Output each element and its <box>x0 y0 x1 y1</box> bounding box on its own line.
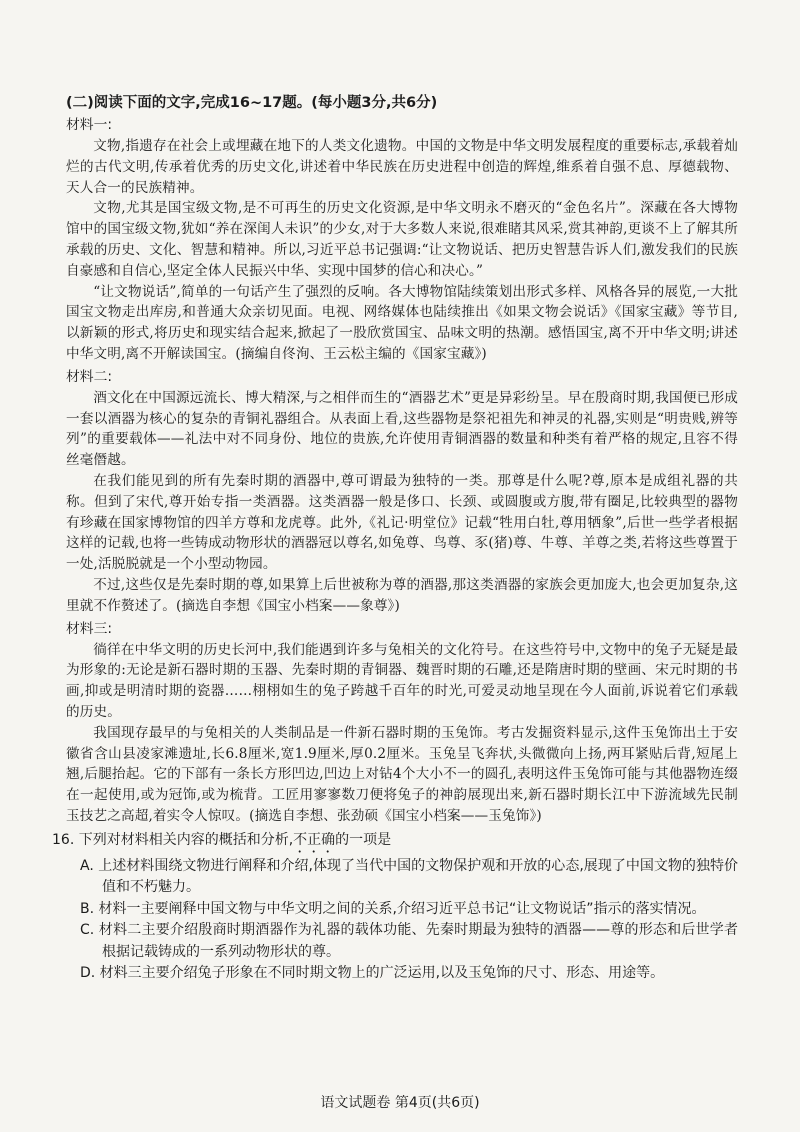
material-label: 材料二: <box>66 368 113 385</box>
material-label: 材料三: <box>66 620 113 637</box>
material-1 <box>66 115 738 365</box>
option-c: C. 材料二主要介绍殷商时期酒器作为礼器的载体功能、先秦时期最为独特的酒器——尊的形态和后世学者根据记载铸成的一系列动物形状的尊。 <box>80 922 738 960</box>
paragraph: 酒文化在中国源远流长、博大精深,与之相伴而生的“酒器艺术”更是异彩纷呈。早在殷商时期,我国便已形成一套以酒器为核心的复杂的青铜礼器组合。从表面上看,这些器物是祭祀祖先和神灵的礼器,实则是“明贵贱,辨等列”的重要载体——礼法中对不同身份、地位的贵族,允许使用青铜酒器的数量和种类有着严格的规定,且容不得丝毫僭越。 <box>66 389 738 469</box>
exam-content <box>52 93 738 985</box>
paragraph: 徜徉在中华文明的历史长河中,我们能遇到许多与兔相关的文化符号。在这些符号中,文物中的兔子无疑是最为形象的:无论是新石器时期的玉器、先秦时期的青铜器、魏晋时期的石雕,还是隋唐时期的壁画、宋元时期的书画,抑或是明清时期的瓷器……栩栩如生的兔子跨越千百年的时光,可爱灵动地呈现在今人面前,诉说着它们承载的历史。 <box>66 641 738 720</box>
paragraph: 文物,指遗存在社会上或埋藏在地下的人类文化遗物。中国的文物是中华文明发展程度的重要标志,承载着灿烂的古代文明,传承着优秀的历史文化,讲述着中华民族在历史进程中创造的辉煌,维系着自强不息、厚德载物、天人合一的民族精神。 <box>66 138 738 196</box>
material-2 <box>66 367 738 617</box>
section-header: (二)阅读下面的文字,完成16~17题。(每小题3分,共6分) <box>66 95 438 111</box>
question-stem-emphasis: 不正确 <box>293 831 336 848</box>
paragraph: 我国现存最早的与兔相关的人类制品是一件新石器时期的玉兔饰。考古发掘资料显示,这件玉兔饰出土于安徽省含山县凌家滩遗址,长6.8厘米,宽1.9厘米,厚0.2厘米。玉兔呈飞奔状,头微微向上扬,两耳紧贴后背,短尾上翘,后腿抬起。它的下部有一条长方形凹边,凹边上对钻4个大小不一的圆孔,表明这件玉兔饰可能与其他器物连缀在一起使用,或为冠饰,或为梳背。工匠用寥寥数刀便将兔子的神韵展现出来,新石器时期长江中下游流域先民制玉技艺之高超,着实令人惊叹。(摘选自李想、张劲硕《国宝小档案——玉兔饰》) <box>66 724 738 824</box>
question-16 <box>52 830 738 985</box>
material-label: 材料一: <box>66 117 113 133</box>
question-stem-post: 的一项是 <box>335 831 392 848</box>
question-stem <box>52 830 738 856</box>
paragraph: 不过,这些仅是先秦时期的尊,如果算上后世被称为尊的酒器,那这类酒器的家族会更加庞大,也会更加复杂,这里就不作赘述了。(摘选自李想《国宝小档案——象尊》) <box>66 576 738 614</box>
paragraph: 文物,尤其是国宝级文物,是不可再生的历史文化资源,是中华文明永不磨灭的“金色名片”。深藏在各大博物馆中的国宝级文物,犹如“养在深闺人未识”的少女,对于大多数人来说,很难睹其风采,赏其神韵,更谈不上了解其所承载的历史、文化、智慧和精神。所以,习近平总书记强调:“让文物说话、把历史智慧告诉人们,激发我们的民族自豪感和自信心,坚定全体人民振兴中华、实现中国梦的信心和决心。” <box>66 200 738 279</box>
option-b: B. 材料一主要阐释中国文物与中华文明之间的关系,介绍习近平总书记“让文物说话”指示的落实情况。 <box>80 900 706 917</box>
material-3 <box>66 619 738 827</box>
question-stem-pre: 16. 下列对材料相关内容的概括和分析, <box>52 831 294 848</box>
option-d: D. 材料三主要介绍兔子形象在不同时期文物上的广泛运用,以及玉兔饰的尺寸、形态、用途等。 <box>80 965 665 982</box>
option-a: A. 上述材料围绕文物进行阐释和介绍,体现了当代中国的文物保护观和开放的心态,展现了中国文物的独特价值和不朽魅力。 <box>80 857 738 896</box>
paragraph: “让文物说话”,简单的一句话产生了强烈的反响。各大博物馆陆续策划出形式多样、风格各异的展览,一大批国宝文物走出库房,和普通大众亲切见面。电视、网络媒体也陆续推出《如果文物会说话》《国家宝藏》等节目,以新颖的形式,将历史和现实结合起来,掀起了一股欣赏国宝、品味文明的热潮。感悟国宝,离不开中华文明;讲述中华文明,离不开解读国宝。(摘编自佟洵、王云松主编的《国家宝藏》) <box>66 283 738 362</box>
page-footer: 语文试题卷 第4页(共6页) <box>320 1095 480 1111</box>
paragraph: 在我们能见到的所有先秦时期的酒器中,尊可谓最为独特的一类。那尊是什么呢?尊,原本是成组礼器的共称。但到了宋代,尊开始专指一类酒器。这类酒器一般是侈口、长颈、或圆腹或方腹,带有圈足,比较典型的器物有珍藏在国家博物馆的四羊方尊和龙虎尊。此外,《礼记·明堂位》记载“牲用白牡,尊用牺象”,后世一些学者根据这样的记载,也将一些铸成动物形状的酒器冠以尊名,如兔尊、鸟尊、豕(猪)尊、牛尊、羊尊之类,若将这些尊置于一处,活脱脱就是一个小型动物园。 <box>66 472 738 573</box>
